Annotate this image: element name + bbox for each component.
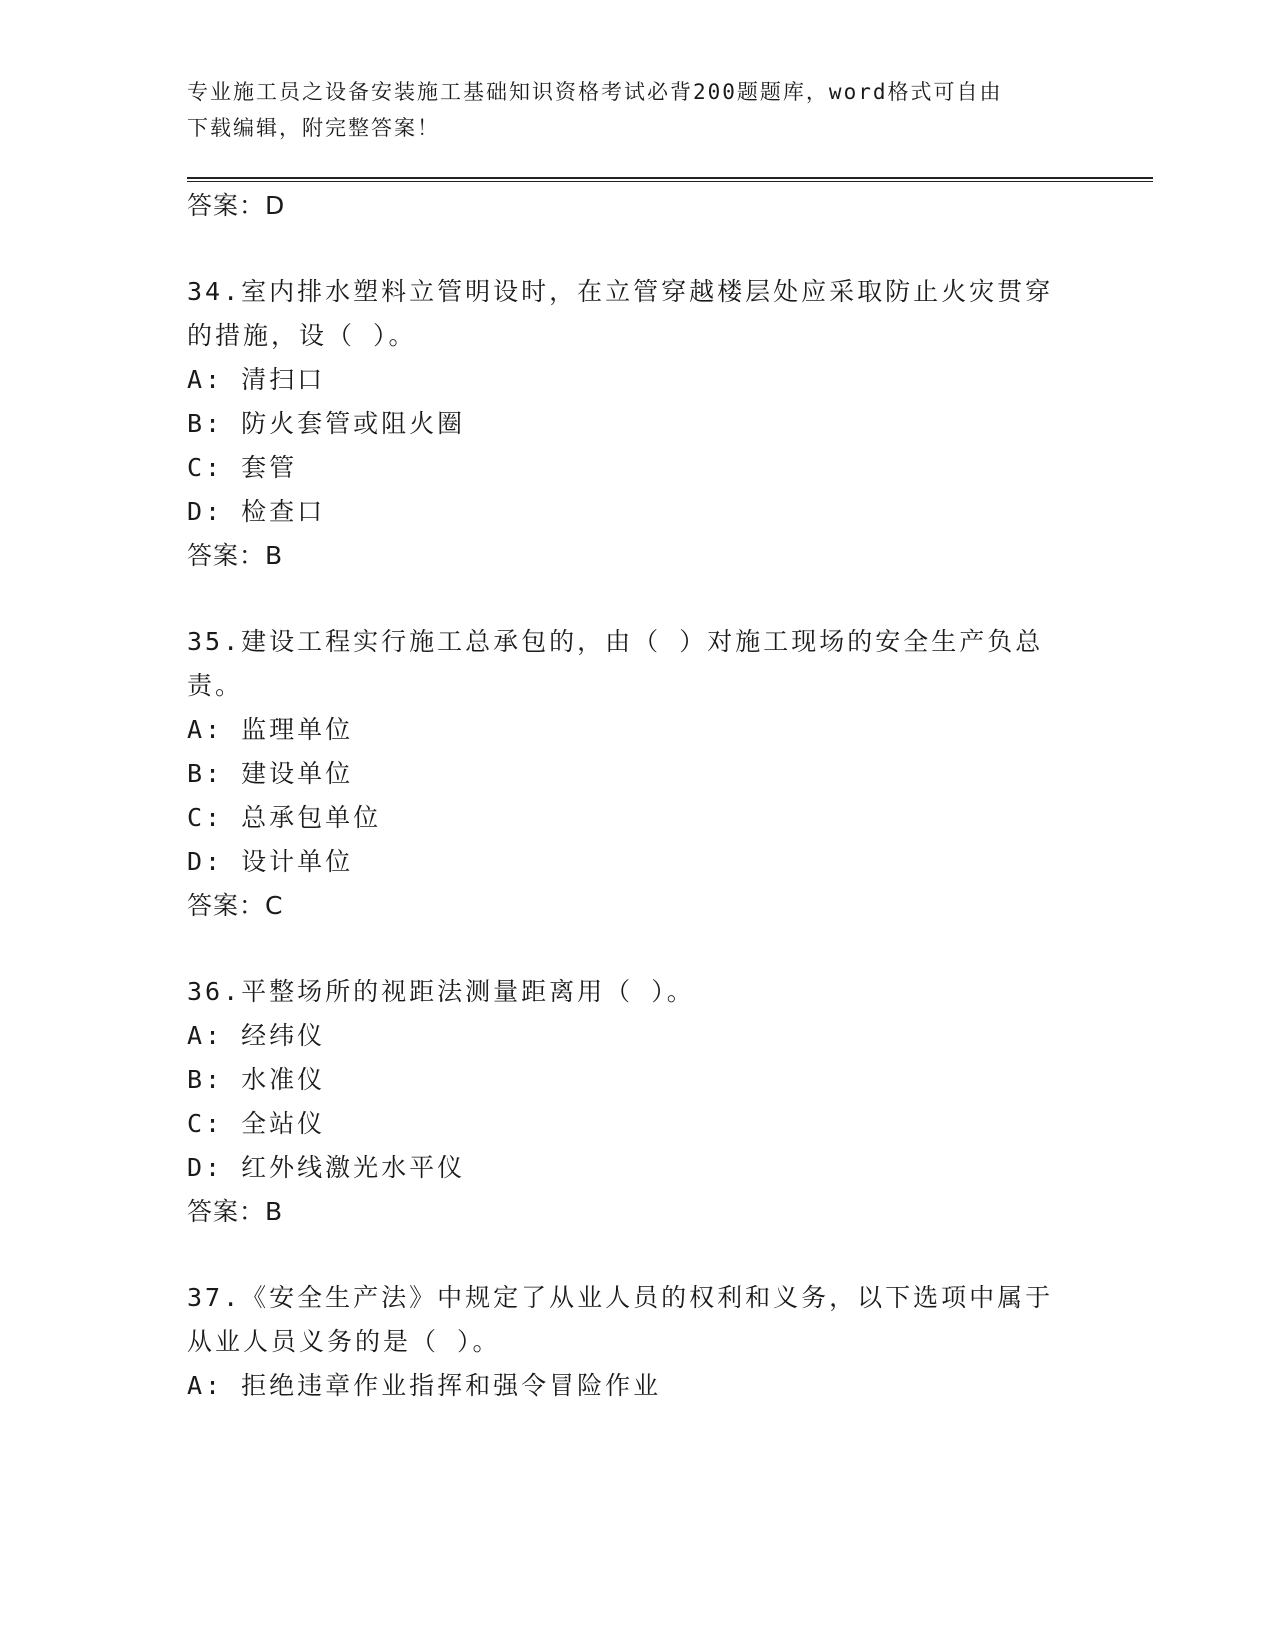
question-34-option-d: D: 检查口 bbox=[187, 497, 326, 526]
question-35-answer: 答案：C bbox=[187, 891, 284, 920]
question-36-stem-line-1: 36.平整场所的视距法测量距离用（ ）。 bbox=[187, 977, 695, 1006]
question-36-option-d: D: 红外线激光水平仪 bbox=[187, 1153, 466, 1182]
question-37-stem-line-2: 从业人员义务的是（ ）。 bbox=[187, 1327, 501, 1356]
question-37-stem-line-1: 37.《安全生产法》中规定了从业人员的权利和义务，以下选项中属于 bbox=[187, 1283, 1054, 1312]
question-35-stem-line-1: 35.建设工程实行施工总承包的，由（ ）对施工现场的安全生产负总 bbox=[187, 627, 1044, 656]
question-36-answer: 答案：B bbox=[187, 1197, 284, 1226]
header-divider bbox=[187, 177, 1153, 182]
question-34-option-b: B: 防火套管或阻火圈 bbox=[187, 409, 466, 438]
question-35-option-d: D: 设计单位 bbox=[187, 847, 354, 876]
question-34-stem-line-2: 的措施，设（ ）。 bbox=[187, 321, 417, 350]
question-34-answer: 答案：B bbox=[187, 541, 284, 570]
question-35-option-a: A: 监理单位 bbox=[187, 715, 354, 744]
question-35-stem-line-2: 责。 bbox=[187, 671, 244, 700]
question-34-stem-line-1: 34.室内排水塑料立管明设时，在立管穿越楼层处应采取防止火灾贯穿 bbox=[187, 277, 1054, 306]
question-36-option-b: B: 水准仪 bbox=[187, 1065, 326, 1094]
question-37-option-a: A: 拒绝违章作业指挥和强令冒险作业 bbox=[187, 1371, 662, 1400]
question-34-option-a: A: 清扫口 bbox=[187, 365, 326, 394]
question-36-option-a: A: 经纬仪 bbox=[187, 1021, 326, 1050]
question-36-option-c: C: 全站仪 bbox=[187, 1109, 326, 1138]
answer-line: 答案：D bbox=[187, 191, 286, 220]
header-line-2: 下载编辑，附完整答案！ bbox=[187, 116, 440, 140]
page-header bbox=[187, 74, 1067, 146]
question-34-option-c: C: 套管 bbox=[187, 453, 298, 482]
question-35-option-b: B: 建设单位 bbox=[187, 759, 354, 788]
question-35-option-c: C: 总承包单位 bbox=[187, 803, 382, 832]
header-line-1: 专业施工员之设备安装施工基础知识资格考试必背200题题库，word格式可自由 bbox=[187, 80, 1003, 104]
